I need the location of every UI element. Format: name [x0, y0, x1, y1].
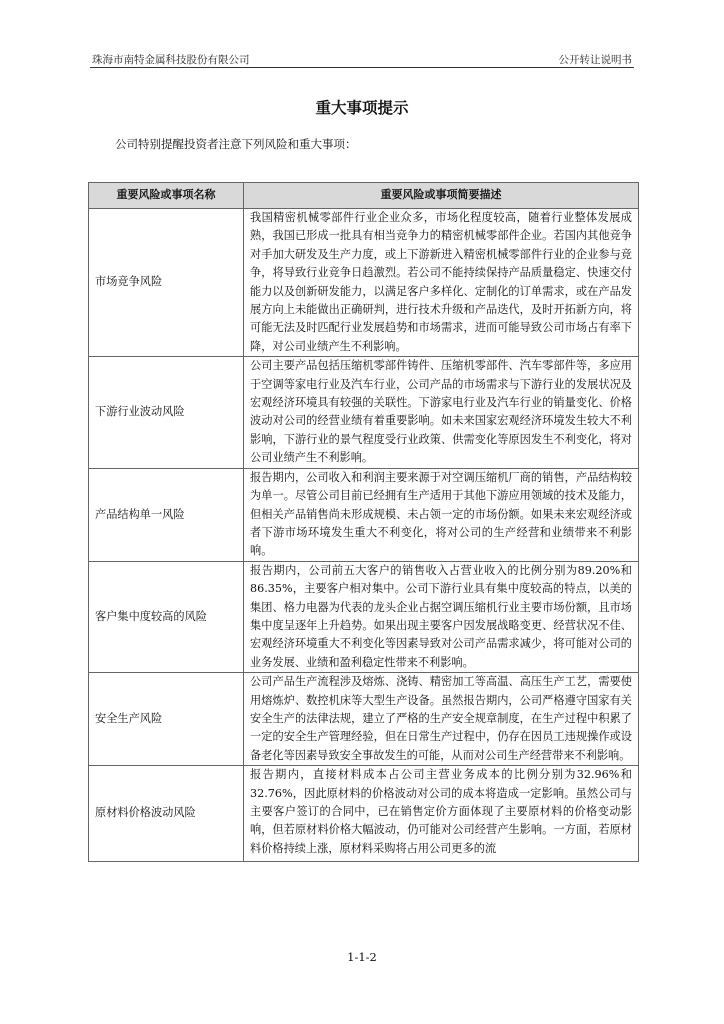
risk-name: 下游行业波动风险: [89, 357, 244, 468]
risk-desc: 我国精密机械零部件行业企业众多，市场化程度较高，随着行业整体发展成熟，我国已形成一批具有相当竞争力的精密机械零部件企业。若国内其他竞争对手加大研发及生产力度，或上下游新进入精密机械零部件行业的企业参与竞争，将导致行业竞争日趋激烈。若公司不能持续保持产品质量稳定、快速交付能力以及创新研发能力，以满足客户多样化、定制化的订单需求，或在产品发展方向上未能做出正确研判，进行技术升级和产品迭代，及时开拓新方向，将可能无法及时匹配行业发展趋势和市场需求，进而可能导致公司市场占有率下降，对公司业绩产生不利影响。: [244, 209, 639, 357]
risk-desc-cell: [244, 766, 639, 862]
table-row: [89, 766, 639, 862]
risk-name: 客户集中度较高的风险: [89, 561, 244, 672]
table-row: [89, 673, 639, 766]
header-risk-name: 重要风险或事项名称: [89, 183, 244, 209]
risk-desc: 报告期内，直接材料成本占公司主营业务成本的比例分别为32.96%和32.76%，因此原材料的价格波动对公司的成本将造成一定影响。虽然公司与主要客户签订的合同中，已在销售定价方面体现了主要原材料的价格变动影响，但若原材料价格大幅波动，仍可能对公司经营产生影响。一方面，若原材料价格持续上涨，原材料采购将占用公司更多的流: [250, 768, 632, 855]
risk-name: 市场竞争风险: [89, 209, 244, 357]
intro-text: 公司特别提醒投资者注意下列风险和重大事项：: [115, 137, 357, 151]
table-row: [89, 357, 639, 468]
risk-table: [88, 182, 639, 862]
risk-desc: 报告期内，公司前五大客户的销售收入占营业收入的比例分别为89.20%和86.35%，主要客户相对集中。公司下游行业具有集中度较高的特点，以美的集团、格力电器为代表的龙头企业占据空调压缩机行业主要市场份额，且市场集中度呈逐年上升趋势。如果出现主要客户因发展战略变更、经营状况不佳、宏观经济环境重大不利变化等因素导致对公司产品需求减少，将可能对公司的业务发展、业绩和盈利稳定性带来不利影响。: [244, 561, 639, 672]
header-doc-type: 公开转让说明书: [558, 54, 632, 66]
table-row: [89, 209, 639, 357]
page-title: 重大事项提示: [315, 99, 409, 117]
risk-name: 安全生产风险: [89, 673, 244, 766]
header-company: 珠海市南特金属科技股份有限公司: [92, 54, 250, 66]
header-risk-desc: 重要风险或事项简要描述: [244, 183, 639, 209]
page-number: 1-1-2: [347, 950, 377, 964]
risk-name: 产品结构单一风险: [89, 468, 244, 561]
risk-desc: 公司产品生产流程涉及熔炼、浇铸、精密加工等高温、高压生产工艺，需要使用熔炼炉、数控机床等大型生产设备。虽然报告期内，公司严格遵守国家有关安全生产的法律法规，建立了严格的生产安全规章制度，在生产过程中积累了一定的安全生产管理经验，但在日常生产过程中，仍存在因员工违规操作或设备老化等因素导致安全事故发生的可能，从而对公司生产经营带来不利影响。: [244, 673, 639, 766]
table-row: [89, 561, 639, 672]
risk-name: 原材料价格波动风险: [89, 766, 244, 862]
header-rule: [90, 67, 634, 68]
table-header-row: [89, 183, 639, 209]
risk-desc: 公司主要产品包括压缩机零部件铸件、压缩机零部件、汽车零部件等，多应用于空调等家电行业及汽车行业，公司产品的市场需求与下游行业的发展状况及宏观经济环境具有较强的关联性。下游家电行业及汽车行业的销量变化、价格波动对公司的经营业绩有着重要影响。如未来国家宏观经济环境发生较大不利影响，下游行业的景气程度受行业政策、供需变化等原因发生不利变化，将对公司业绩产生不利影响。: [244, 357, 639, 468]
table-row: [89, 468, 639, 561]
risk-desc: 报告期内，公司收入和利润主要来源于对空调压缩机厂商的销售，产品结构较为单一。尽管公司目前已经拥有生产适用于其他下游应用领域的技术及能力，但相关产品销售尚未形成规模、未占领一定的市场份额。如果未来宏观经济或者下游市场环境发生重大不利变化，将对公司的生产经营和业绩带来不利影响。: [244, 468, 639, 561]
